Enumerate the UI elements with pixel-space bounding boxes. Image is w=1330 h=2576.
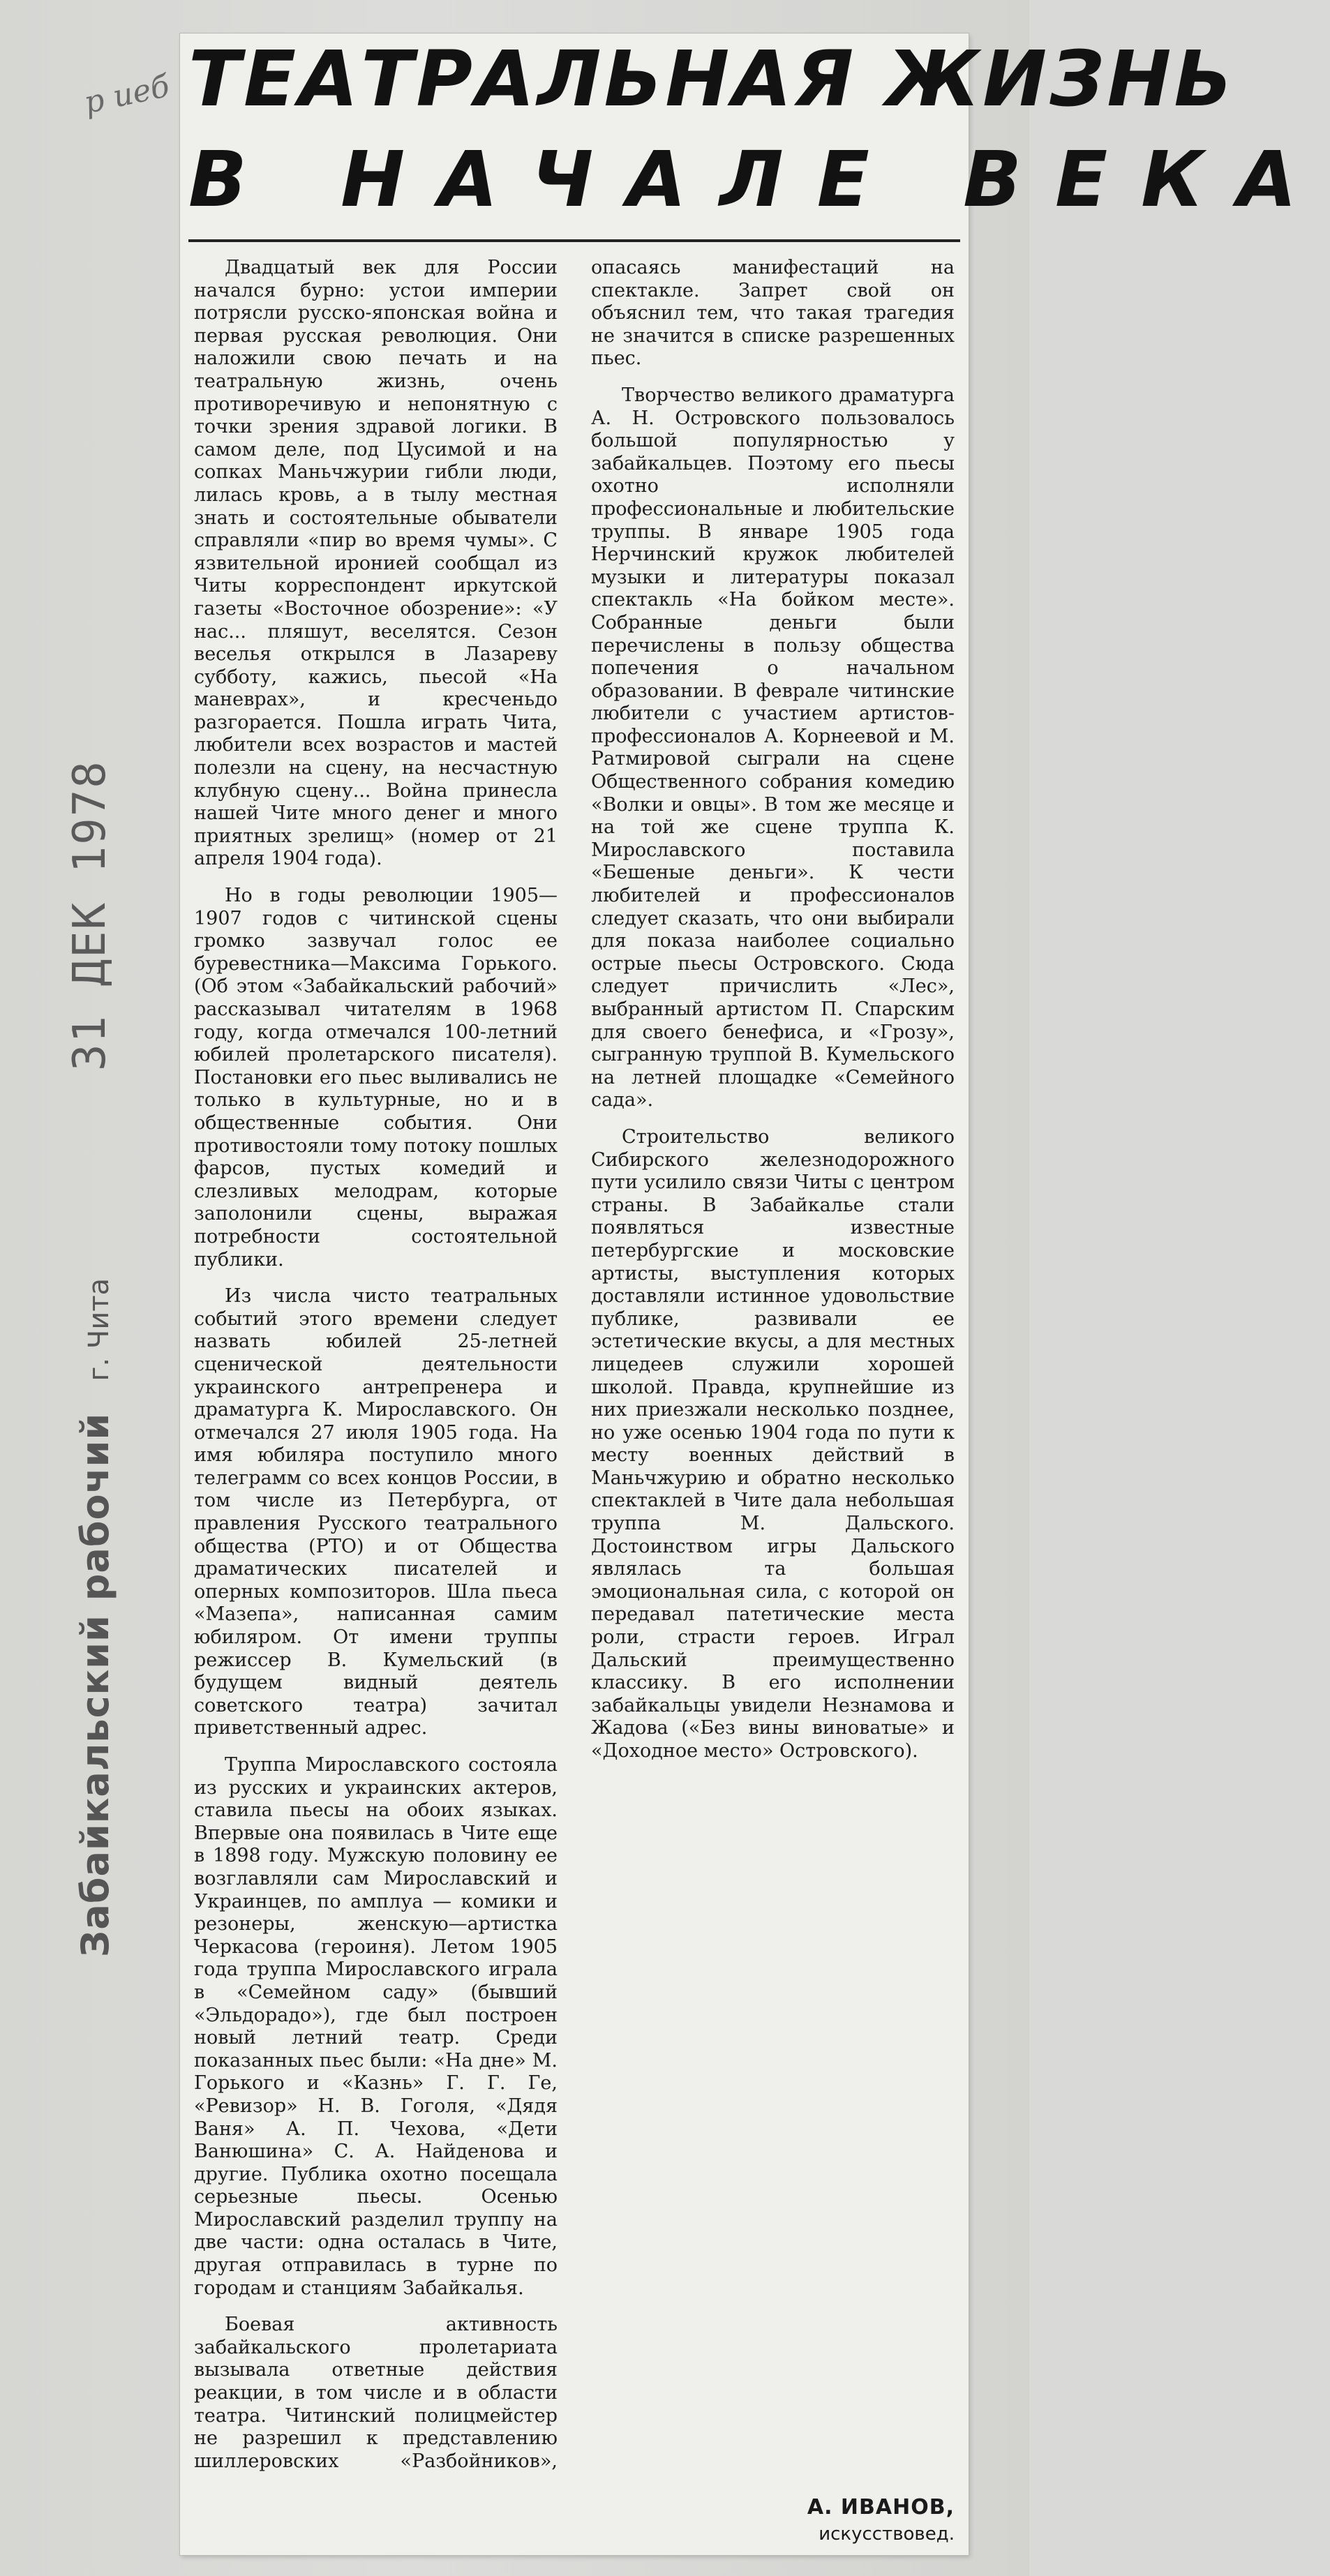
author-name: А. ИВАНОВ,	[807, 2495, 955, 2519]
newspaper-clipping	[180, 33, 1330, 2555]
handwritten-note: р иeб	[81, 68, 173, 121]
headline-rule	[188, 239, 960, 242]
author-role: искусствовед.	[819, 2524, 955, 2545]
article-body	[194, 257, 955, 2489]
newspaper-source-stamp	[73, 1278, 117, 1957]
headline-line-2: В НАЧАЛЕ ВЕКА	[188, 135, 1330, 224]
newspaper-name: Забайкальский рабочий	[73, 1412, 117, 1957]
article-paragraph: Строительство великого Сибирского железнодорожного пути усилило связи Читы с центром страны. В Забайкалье стали появляться известные петербургские и московские артисты, выступления которых доставляли истинное удовольствие публике, развивали ее эстетические вкусы, а для местных лицедеев служили хорошей школой. Правда, крупнейшие из них приезжали несколько позднее, но уже осенью 1904 года по пути к месту военных действий в Маньчжурию и обратно несколько спектаклей в Чите дала небольшая труппа М. Дальского. Достоинством игры Дальского являлась та большая эмоциональная сила, с которой он передавал патетические места роли, страсти героев. Играл Дальский преимущественно классику. В его исполнении забайкальцы увидели Незнамова и Жадова («Без вины виноватые» и «Доходное место» Островского).	[591, 1125, 955, 1762]
newspaper-city: г. Чита	[83, 1278, 115, 1381]
article-paragraph: Труппа Мирославского состояла из русских и украинских актеров, ставила пьесы на обоих языках. Впервые она появилась в Чите еще в 1898 году. Мужскую половину ее возглавляли сам Мирославский и Украинцев, по амплуа — комики и резонеры, женскую—артистка Черкасова (героиня). Летом 1905 года труппа Мирославского играла в «Семейном саду» (бывший «Эльдорадо»), где был построен новый летний театр. Среди показанных пьес были: «На дне» М. Горького и «Казнь» Г. Г. Ге, «Ревизор» Н. В. Гоголя, «Дядя Ваня» А. П. Чехова, «Дети Ванюшина» С. А. Найденова и другие. Публика охотно посещала серьезные пьесы. Осенью Мирославский разделил труппу на две части: одна осталась в Чите, другая отправилась в турне по городам и станциям Забайкалья.	[194, 1754, 558, 2299]
article-headline	[188, 34, 1330, 224]
author-signature	[807, 2495, 955, 2545]
article-paragraph: Из числа чисто театральных событий этого времени следует назвать юбилей 25-летней сценической деятельности украинского антрепренера и драматурга К. Мирославского. Он отмечался 27 июля 1905 года. На имя юбиляра поступило много телеграмм со всех концов России, в том числе из Петербурга, от правления Русского театрального общества (РТО) и от Общества драматических писателей и оперных композиторов. Шла пьеса «Мазепа», написанная самим юбиляром. От имени труппы режиссер В. Кумельский (в будущем видный деятель советского театра) зачитал приветственный адрес.	[194, 1285, 558, 1739]
article-paragraph: Двадцатый век для России начался бурно: устои империи потрясли русско-японская война и первая русская революция. Они наложили свою печать и на театральную жизнь, очень противоречивую и непонятную с точки зрения здравой логики. В самом деле, под Цусимой и на сопках Маньчжурии гибли люди, лилась кровь, а в тылу местная знать и состоятельные обыватели справляли «пир во время чумы». С язвительной иронией сообщал из Читы корреспондент иркутской газеты «Восточное обозрение»: «У нас... пляшут, веселятся. Сезон веселья открылся в Лазареву субботу, кажись, пьесой «На маневрах», и кресченьдо разгорается. Пошла играть Чита, любители всех возрастов и мастей полезли на сцену, на несчастную клубную сцену... Война принесла нашей Чите много денег и много приятных зрелищ» (номер от 21 апреля 1904 года).	[194, 257, 558, 870]
article-paragraph: Боевая активность забайкальского пролетариата вызывала ответные действия реакции, в том числе и в области театра. Читинский полицмейстер не разрешил к представлению шиллеровских «Разбойников», опасаясь манифестаций на спектакле. Запрет свой он объяснил тем, что такая трагедия не значится в списке разрешенных пьес.	[194, 257, 955, 2472]
article-paragraph: Но в годы революции 1905—1907 годов с читинской сцены громко зазвучал голос ее буревестника—Максима Горького. (Об этом «Забайкальский рабочий» рассказывал читателям в 1968 году, когда отмечался 100-летний юбилей пролетарского писателя). Постановки его пьес выливались не только в культурные, но и в общественные события. Они противостояли тому потоку пошлых фарсов, пустых комедий и слезливых мелодрам, которые заполонили сцены, выражая потребности состоятельной публики.	[194, 885, 558, 1271]
article-paragraph: Творчество великого драматурга А. Н. Островского пользовалось большой популярностью у забайкальцев. Поэтому его пьесы охотно исполняли профессиональные и любительские труппы. В январе 1905 года Нерчинский кружок любителей музыки и литературы показал спектакль «На бойком месте». Собранные деньги были перечислены в пользу общества попечения о начальном образовании. В феврале читинские любители с участием артистов-профессионалов А. Корнеевой и М. Ратмировой сыграли на сцене Общественного собрания комедию «Волки и овцы». В том же месяце и на той же сцене труппа К. Мирославского поставила «Бешеные деньги». К чести любителей и профессионалов следует сказать, что они выбирали для показа наиболее социально острые пьесы Островского. Сюда следует причислить «Лес», выбранный артистом П. Спарским для своего бенефиса, и «Грозу», сыгранную труппой В. Кумельского на летней площадке «Семейного сада».	[591, 384, 955, 1111]
date-stamp: 31 ДЕК 1978	[64, 760, 116, 1071]
headline-line-1: ТЕАТРАЛЬНАЯ ЖИЗНЬ	[188, 34, 1236, 123]
